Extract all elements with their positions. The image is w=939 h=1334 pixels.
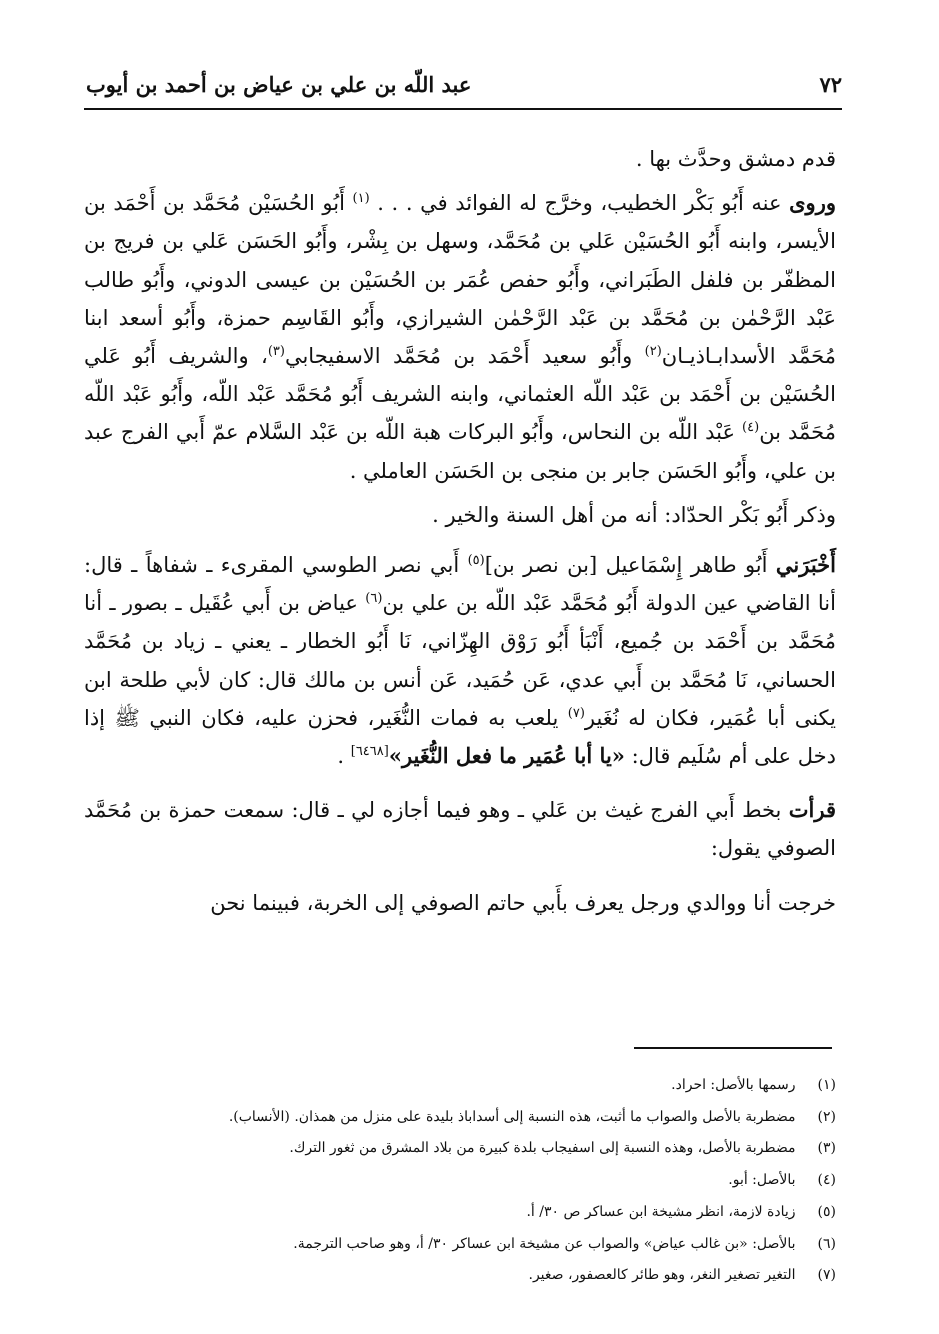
footnote-item	[84, 1102, 836, 1134]
footnote-text: زيادة لازمة، انظر مشيخة ابن عساكر ص ٣٠/ أ.	[526, 1203, 796, 1220]
footnote-number: (٦)	[817, 1235, 836, 1252]
footnote-item	[84, 1229, 836, 1261]
text-run: قدم دمشق وحدَّث بها .	[635, 147, 836, 171]
text-run: عَبْد اللّه بن النحاس، وأَبُو البركات هبة اللّه بن عَبْد السَّلام عمّ أَبي الفرج عبد بن علي، وأَبُو الحَسَن جابر بن منجى بن الحَسَن العاملي .	[84, 420, 836, 483]
paragraph-lead-word: وروى	[789, 190, 836, 216]
footnote-divider	[634, 1047, 832, 1049]
text-run: أَبي نصر الطوسي المقرىء ـ شفاهاً ـ قال: أنا القاضي عين الدولة أَبُو مُحَمَّد عَبْد اللّه بن علي بن	[84, 553, 836, 616]
footnote-text: التغير تصغير النغر، وهو طائر كالعصفور، صغير.	[528, 1267, 796, 1284]
paragraph	[84, 791, 836, 867]
header-divider	[84, 108, 842, 110]
footnote-marker: (٤)	[742, 420, 760, 436]
text-run: أَبُو طاهر إِسْمَاعيل [بن نصر بن]	[484, 553, 776, 578]
paragraph-lead-word: أَخْبَرَني	[775, 552, 836, 578]
footnote-item	[84, 1260, 836, 1292]
footnote-text: بالأصل: «بن غالب عياض» والصواب عن مشيخة ابن عساكر ٣٠/ أ، وهو صاحب الترجمة.	[293, 1235, 796, 1252]
footnote-item	[84, 1070, 836, 1102]
text-run: .	[337, 744, 351, 769]
paragraph	[84, 496, 836, 534]
text-run: وذكر أَبُو بَكْر الحدّاد: أنه من أهل السنة والخير .	[432, 502, 836, 527]
footnote-number: (٥)	[817, 1203, 836, 1220]
footnote-item	[84, 1197, 836, 1229]
footnote-number: (١)	[817, 1077, 836, 1093]
text-run: أَبُو الحُسَيْن مُحَمَّد بن أَحْمَد بن الأيسر، وابنه أَبُو الحُسَيْن عَلي بن مُحَمَّد، وسهل بن بِشْر، وأَبُو الحَسَن عَلي بن فريج بن المظفّر بن فلفل الطَبَراني، وأَبُو حفص عُمَر بن الحُسَيْن بن عيسى الدوني، وأَبُو طالب عَبْد الرَّحْمٰن بن مُحَمَّد بن عَبْد الرَّحْمٰن الشيرازي، وأَبُو القَاسِم حمزة، وأَبُو أسعد ابنا مُحَمَّد الأسدابـاذيـان	[84, 191, 836, 369]
main-text	[84, 140, 836, 922]
footnote-marker: (٧)	[567, 705, 585, 721]
text-run: يلعب به فمات النُّغَير، فحزن عليه، فكان النبي ﷺ إذا دخل على أم سُلَيم قال:	[84, 705, 836, 769]
text-run: عياض بن أَبي عُقَيل ـ بصور ـ أنا مُحَمَّد بن أَحْمَد بن جُميع، أَنْبَأ أَبُو رَوْق الهِزّاني، نَا أَبُو الخطار ـ يعني ـ زياد بن مُحَمَّد الحساني، نَا مُحَمَّد بن أَبي عدي، عَن حُمَيد، عَن أنس بن مالك قال: كان لأبي طلحة ابن يكنى أبا عُمَير، فكان له نُغَير	[84, 591, 836, 730]
footnote-marker: (٣)	[267, 344, 285, 360]
footnote-text: مضطربة بالأصل، وهذه النسبة إلى اسفيجاب بلدة كبيرة من بلاد المشرق من ثغور الترك.	[289, 1140, 796, 1157]
paragraph-lead-word: قرأت	[788, 797, 836, 823]
footnote-item	[84, 1165, 836, 1197]
footnote-marker: (٢)	[644, 344, 662, 360]
paragraph	[84, 140, 836, 178]
footnote-marker: (١)	[352, 191, 370, 207]
text-run: وأَبُو سعيد أَحْمَد بن مُحَمَّد الاسفيجابي	[284, 344, 645, 369]
footnote-marker: (٥)	[467, 553, 485, 569]
footnote-number: (٤)	[817, 1172, 836, 1189]
paragraph	[84, 884, 836, 922]
footnote-number: (٧)	[817, 1267, 836, 1284]
footnote-text: مضطربة بالأصل والصواب ما أثبت، هذه النسبة إلى أسداباذ بليدة على منزل من همذان. (الأنساب).	[228, 1108, 796, 1125]
footnote-number: (٢)	[817, 1108, 836, 1125]
running-title: عبد اللّه بن علي بن عياض بن أحمد بن أيوب	[86, 72, 472, 97]
page-number: ٧٢	[819, 72, 842, 97]
footnote-marker: [٦٤٦٨]	[350, 744, 389, 760]
paragraph	[84, 184, 836, 490]
footnote-number: (٣)	[817, 1140, 836, 1157]
text-run: بخط أَبي الفرج غيث بن عَلي ـ وهو فيما أجازه لي ـ قال: سمعت حمزة بن مُحَمَّد الصوفي يقول:	[84, 798, 836, 861]
footnotes	[84, 1070, 836, 1292]
footnote-marker: (٦)	[365, 591, 383, 607]
footnote-text: بالأصل: أبو.	[728, 1172, 796, 1189]
paragraph	[84, 546, 836, 775]
text-run: عنه أَبُو بَكْر الخطيب، وخرَّج له الفوائد في . . .	[369, 191, 790, 216]
footnote-item	[84, 1133, 836, 1165]
footnote-text: رسمها بالأصل: احراد.	[671, 1077, 796, 1093]
running-header	[86, 72, 842, 106]
text-run: خرجت أنا ووالدي ورجل يعرف بأَبي حاتم الصوفي إلى الخربة، فبينما نحن	[210, 890, 836, 915]
text-run: ، والشريف أَبُو عَلي الحُسَيْن بن أَحْمَد بن عَبْد اللّه العثماني، وابنه الشريف أَبُو مُحَمَّد عَبْد اللّه، وأَبُو عَبْد اللّه مُحَمَّد بن	[84, 344, 836, 445]
hadith-quote: «يا أبا عُمَير ما فعل النُّغَير»	[388, 743, 625, 769]
